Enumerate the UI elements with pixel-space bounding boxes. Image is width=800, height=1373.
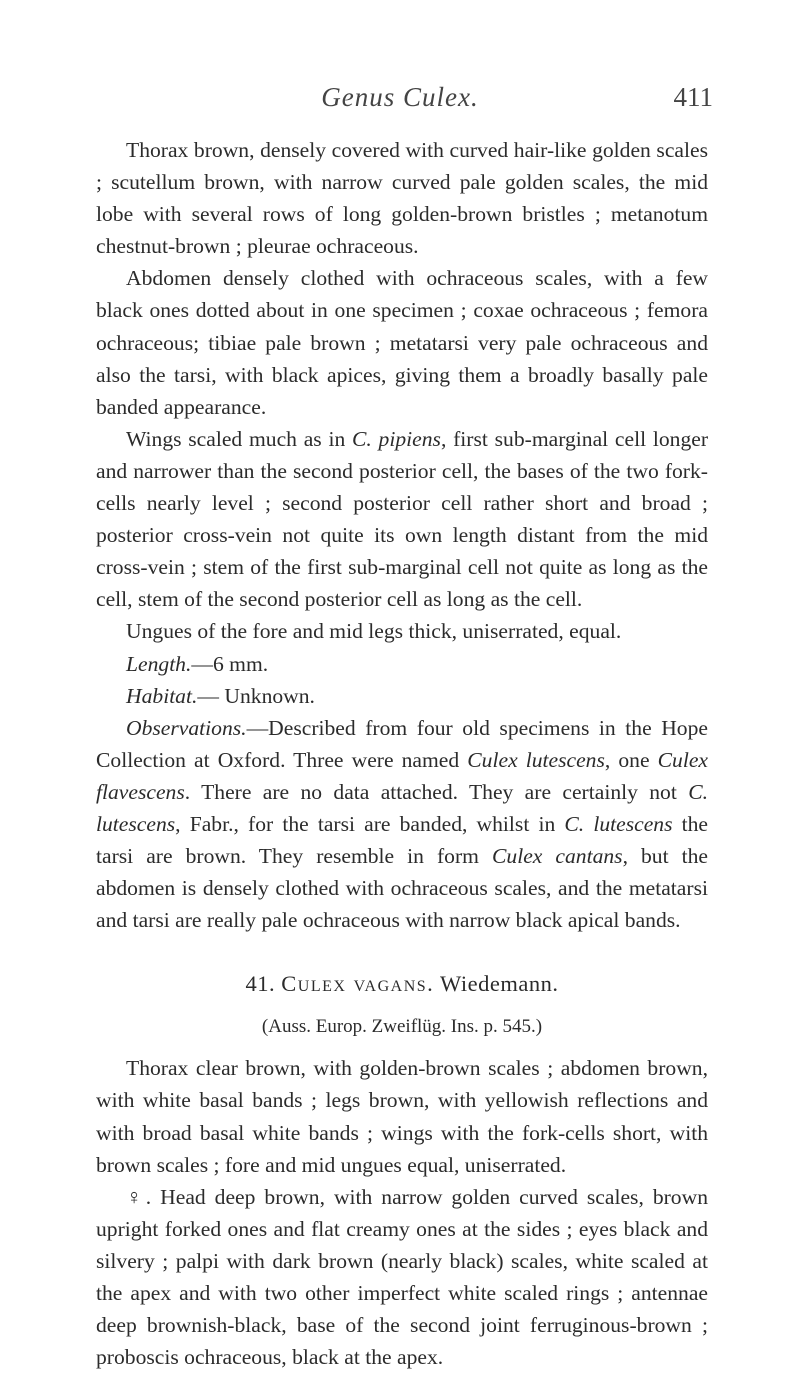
ungues-paragraph: Ungues of the fore and mid legs thick, uniserrated, equal. <box>126 619 622 644</box>
species-name-3: C. lutescens <box>96 779 708 836</box>
habitat-label: Habitat. <box>126 683 198 708</box>
species-name-pipiens: C. pipiens <box>352 426 441 451</box>
page-number: 411 <box>673 82 713 112</box>
page-header <box>0 82 800 116</box>
running-title: Genus Culex. <box>321 82 479 112</box>
species-diagnosis: Thorax clear brown, with golden-brown scales ; abdomen brown, with white basal bands ; legs brown, with yellowish reflections and with broad basal white bands ; wings with the fork-cells short, with brown scales ; fore and mid ungues equal, uniserrated. <box>96 1056 708 1177</box>
wings-text-b: , first sub-marginal cell longer and narrower than the second posterior cell, the bases of the two fork-cells nearly level ; second posterior cell rather short and broad ; posterior cross-vein not quite its own length distant from the mid cross-vein ; stem of the first sub-marginal cell not quite as long as the cell, stem of the second posterior cell as long as the cell. <box>96 426 709 612</box>
wings-text-a: Wings scaled much as in <box>126 426 352 451</box>
thorax-paragraph: Thorax brown, densely covered with curved hair-like golden scales ; scutellum brown, with narrow curved pale golden scales, the mid lobe with several rows of long golden-brown bristles ; metanotum chestnut-brown ; pleurae ochraceous. <box>96 138 708 259</box>
species-name-5: Culex cantans <box>492 844 623 869</box>
observations-text-1: —Described from four old specimens in the Hope Collection at Oxford. Three were named <box>96 715 708 772</box>
species-name: Culex vagans. <box>281 971 435 997</box>
species-author: Wiedemann. <box>440 971 559 997</box>
species-name-2: Culex flavescens <box>96 747 709 804</box>
habitat-paragraph <box>96 680 708 712</box>
length-paragraph <box>96 648 708 680</box>
section-spacer <box>96 936 708 968</box>
observations-text-3: . There are no data attached. They are certainly not <box>184 779 689 804</box>
observations-text-6: , but the abdomen is densely clothed with ochraceous scales, and the metatarsi and tarsi are really pale ochraceous with narrow black apical bands. <box>96 844 709 933</box>
species-reference: (Auss. Europ. Zweiflüg. Ins. p. 545.) <box>261 1016 543 1038</box>
species-heading <box>96 968 708 1000</box>
observations-text-4: , Fabr., for the tarsi are banded, whilst in <box>175 811 565 836</box>
habitat-value: — Unknown. <box>197 683 315 708</box>
observations-text-5: the tarsi are brown. They resemble in form <box>96 811 708 869</box>
length-label: Length. <box>126 651 192 676</box>
observations-paragraph <box>96 712 708 937</box>
length-value: —6 mm. <box>191 651 269 676</box>
body-text <box>96 134 708 1373</box>
observations-text-2: , one <box>604 747 658 772</box>
species-name-1: Culex lutescens <box>467 747 605 772</box>
species-number: 41. <box>245 971 276 997</box>
species-name-4: C. lutescens <box>564 811 673 836</box>
wings-paragraph <box>96 423 708 616</box>
female-description: ♀. Head deep brown, with narrow golden curved scales, brown upright forked ones and flat creamy ones at the sides ; eyes black and silvery ; palpi with dark brown (nearly black) scales, white scaled at the apex and with two other imperfect white scaled rings ; antennae deep brownish-black, base of the second joint ferruginous-brown ; proboscis ochraceous, black at the apex. <box>96 1184 708 1370</box>
observations-label: Observations. <box>126 715 247 740</box>
abdomen-paragraph: Abdomen densely clothed with ochraceous scales, with a few black ones dotted about in one specimen ; coxae ochraceous ; femora ochraceous; tibiae pale brown ; metatarsi very pale ochraceous and also the tarsi, with black apices, giving them a broadly basally pale banded appearance. <box>96 266 708 419</box>
